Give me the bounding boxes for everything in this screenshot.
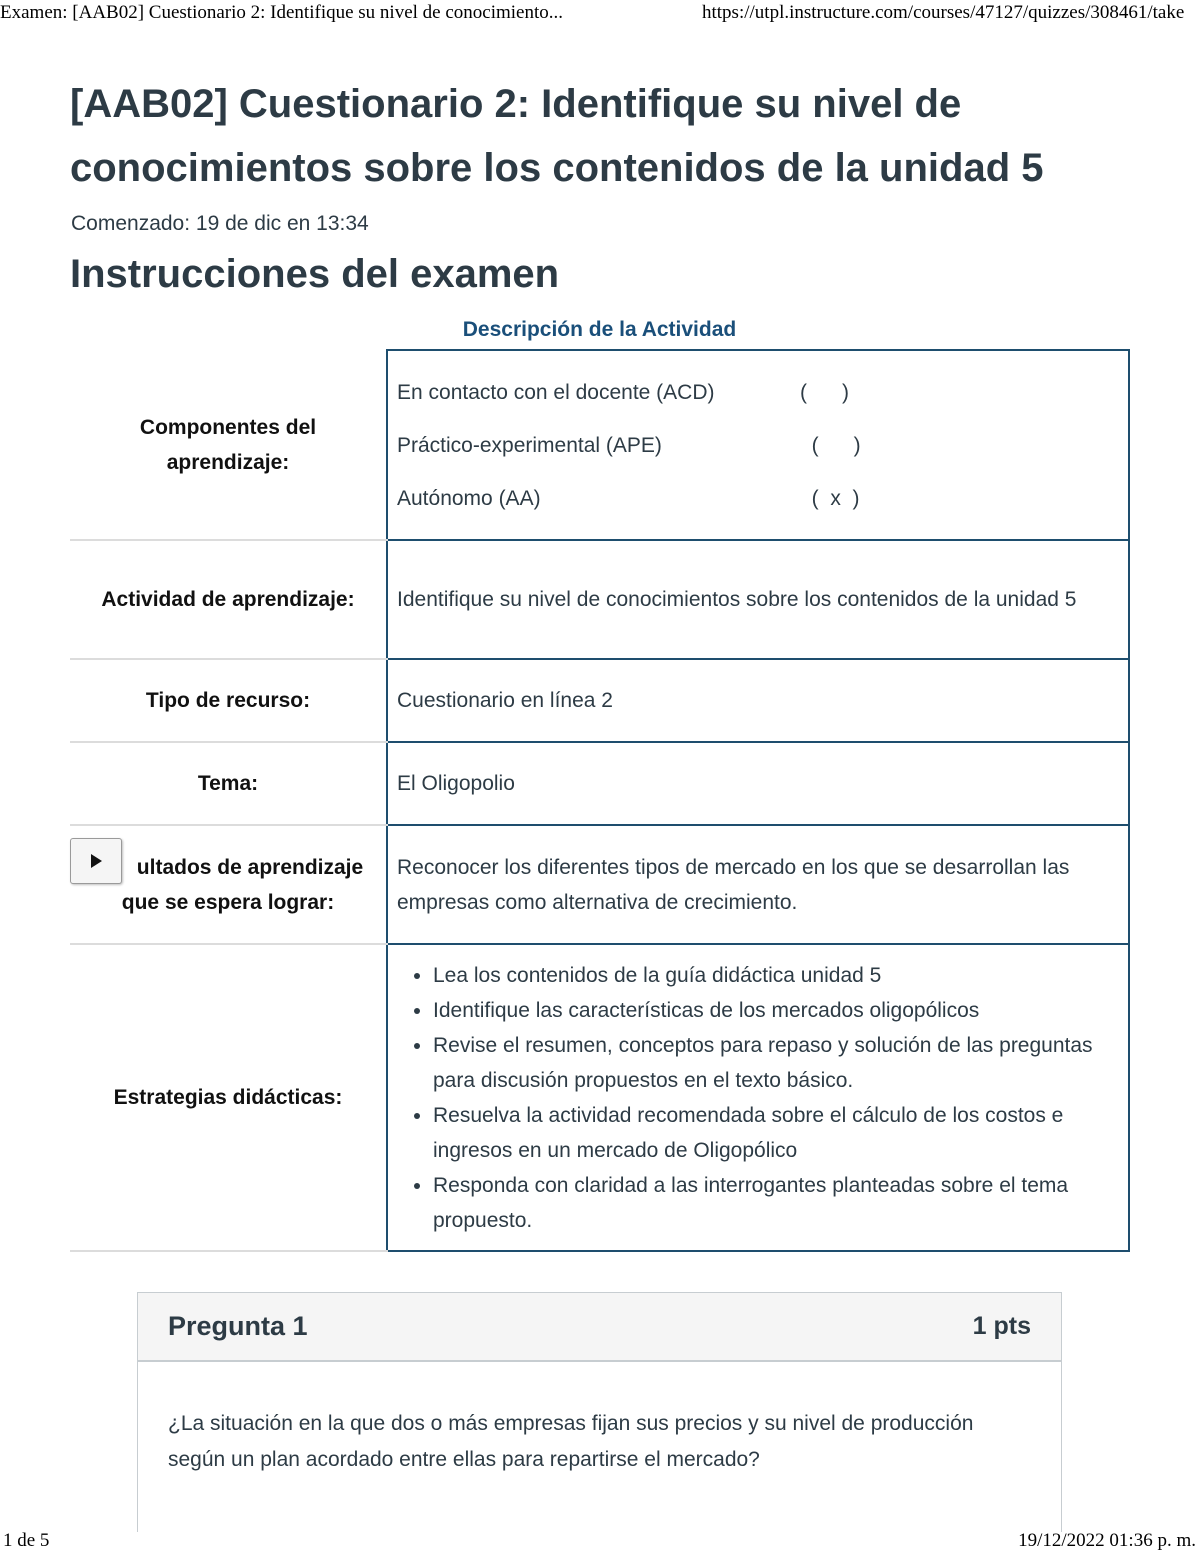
table-row-topic bbox=[70, 742, 1129, 825]
resource-type-label: Tipo de recurso: bbox=[70, 659, 387, 742]
list-item: • Revise el resumen, conceptos para repaso y solución de las preguntas para discusión propuestos en el texto básico. bbox=[433, 1028, 1118, 1098]
component-acd: En contacto con el docente (ACD) ( ) bbox=[397, 380, 849, 404]
question-header bbox=[138, 1293, 1061, 1362]
quiz-title: [AAB02] Cuestionario 2: Identifique su nivel de conocimientos sobre los contenidos de la unidad 5 bbox=[70, 82, 1044, 190]
table-row-resource-type bbox=[70, 659, 1129, 742]
strategies-value bbox=[387, 944, 1129, 1251]
list-item: • Resuelva la actividad recomendada sobre el cálculo de los costos e ingresos en un mercado de Oligopólico bbox=[433, 1098, 1118, 1168]
learning-results-value: Reconocer los diferentes tipos de mercado en los que se desarrollan las empresas como alternativa de crecimiento. bbox=[387, 825, 1129, 944]
instructions-heading: Instrucciones del examen bbox=[70, 252, 560, 296]
list-item: • Responda con claridad a las interrogantes planteadas sobre el tema propuesto. bbox=[433, 1168, 1118, 1238]
components-value bbox=[387, 350, 1129, 540]
topic-value: El Oligopolio bbox=[387, 742, 1129, 825]
activity-value: Identifique su nivel de conocimientos sobre los contenidos de la unidad 5 bbox=[387, 540, 1129, 659]
strategies-list bbox=[397, 958, 1118, 1238]
print-header bbox=[0, 2, 1200, 28]
question-points: 1 pts bbox=[972, 1312, 1031, 1340]
strategies-label: Estrategias didácticas: bbox=[70, 944, 387, 1251]
table-row-components bbox=[70, 350, 1129, 540]
topic-label: Tema: bbox=[70, 742, 387, 825]
list-item: • Identifique las características de los mercados oligopólicos bbox=[433, 993, 1118, 1028]
table-row-learning-results bbox=[70, 825, 1129, 944]
media-play-button[interactable] bbox=[70, 838, 122, 884]
learning-results-label: ultados de aprendizaje que se espera lograr: bbox=[70, 825, 387, 944]
print-footer bbox=[0, 1530, 1200, 1554]
question-text: ¿La situación en la que dos o más empresas fijan sus precios y su nivel de producción según un plan acordado entre ellas para repartirse el mercado? bbox=[168, 1412, 974, 1471]
component-aa: Autónomo (AA) ( x ) bbox=[397, 486, 860, 510]
print-page-number: 1 de 5 bbox=[3, 1530, 50, 1551]
print-url: https://utpl.instructure.com/courses/47127/quizzes/308461/take bbox=[702, 2, 1185, 23]
activity-table-caption: Descripción de la Actividad bbox=[462, 318, 737, 341]
question-title: Pregunta 1 bbox=[168, 1311, 308, 1341]
activity-label: Actividad de aprendizaje: bbox=[70, 540, 387, 659]
table-row-activity bbox=[70, 540, 1129, 659]
resource-type-value: Cuestionario en línea 2 bbox=[387, 659, 1129, 742]
table-row-strategies bbox=[70, 944, 1129, 1251]
list-item: • Lea los contenidos de la guía didáctica unidad 5 bbox=[433, 958, 1118, 993]
question-1 bbox=[137, 1292, 1062, 1532]
components-label: Componentes del aprendizaje: bbox=[70, 350, 387, 540]
print-datetime: 19/12/2022 01:36 p. m. bbox=[1018, 1530, 1196, 1551]
component-ape: Práctico-experimental (APE) ( ) bbox=[397, 433, 861, 457]
print-page-title: Examen: [AAB02] Cuestionario 2: Identifique su nivel de conocimiento... bbox=[0, 2, 564, 23]
play-icon bbox=[91, 854, 102, 868]
activity-description-table bbox=[70, 349, 1130, 1252]
quiz-started-timestamp: Comenzado: 19 de dic en 13:34 bbox=[71, 212, 369, 235]
